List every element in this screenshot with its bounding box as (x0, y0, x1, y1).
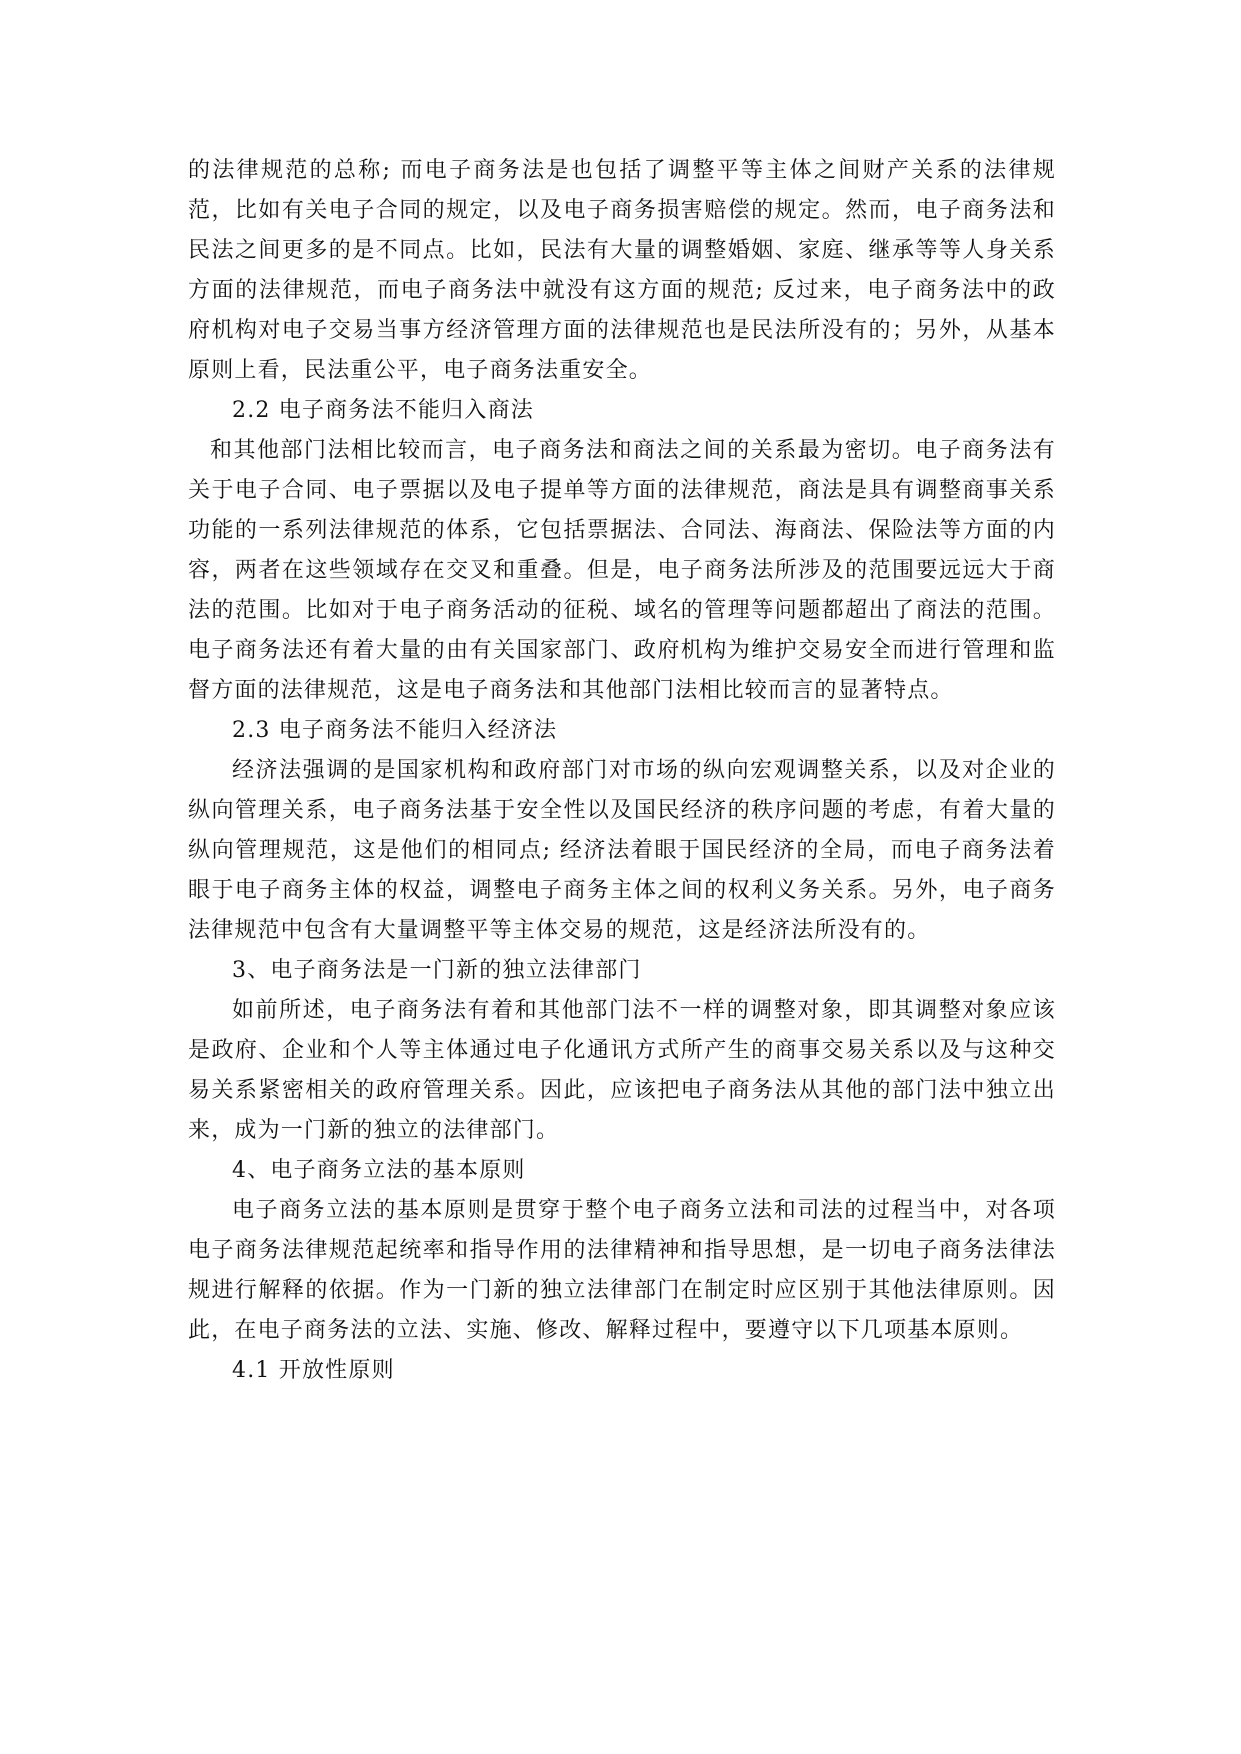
section-heading-2-3: 2.3 电子商务法不能归入经济法 (232, 718, 558, 743)
body-paragraph: 电子商务立法的基本原则是贯穿于整个电子商务立法和司法的过程当中，对各项电子商务法律规范起统率和指导作用的法律精神和指导思想，是一切电子商务法律法规进行解释的依据。作为一门新的独立法律部门在制定时应区别于其他法律原则。因此，在电子商务法的立法、实施、修改、解释过程中，要遵守以下几项基本原则。 (188, 1198, 1056, 1343)
section-heading-4: 4、电子商务立法的基本原则 (232, 1158, 526, 1183)
body-paragraph: 经济法强调的是国家机构和政府部门对市场的纵向宏观调整关系，以及对企业的纵向管理关系，电子商务法基于安全性以及国民经济的秩序问题的考虑，有着大量的纵向管理规范，这是他们的相同点; 经济法着眼于国民经济的全局，而电子商务法着眼于电子商务主体的权益，调整电子商务主体之间的权利义务关系。另外，电子商务法律规范中包含有大量调整平等主体交易的规范，这是经济法所没有的。 (188, 758, 1056, 943)
section-heading-2-2: 2.2 电子商务法不能归入商法 (232, 398, 534, 423)
body-paragraph: 和其他部门法相比较而言，电子商务法和商法之间的关系最为密切。电子商务法有关于电子合同、电子票据以及电子提单等方面的法律规范，商法是具有调整商事关系功能的一系列法律规范的体系，它包括票据法、合同法、海商法、保险法等方面的内容，两者在这些领域存在交叉和重叠。但是，电子商务法所涉及的范围要远远大于商法的范围。比如对于电子商务活动的征税、域名的管理等问题都超出了商法的范围。电子商务法还有着大量的由有关国家部门、政府机构为维护交易安全而进行管理和监督方面的法律规范，这是电子商务法和其他部门法相比较而言的显著特点。 (188, 438, 1056, 703)
body-paragraph: 的法律规范的总称; 而电子商务法是也包括了调整平等主体之间财产关系的法律规范，比如有关电子合同的规定，以及电子商务损害赔偿的规定。然而，电子商务法和民法之间更多的是不同点。比如，民法有大量的调整婚姻、家庭、继承等等人身关系方面的法律规范，而电子商务法中就没有这方面的规范; 反过来，电子商务法中的政府机构对电子交易当事方经济管理方面的法律规范也是民法所没有的；另外，从基本原则上看，民法重公平，电子商务法重安全。 (188, 158, 1056, 383)
document-body (188, 151, 1056, 1391)
section-heading-3: 3、电子商务法是一门新的独立法律部门 (232, 958, 642, 983)
body-paragraph: 如前所述，电子商务法有着和其他部门法不一样的调整对象，即其调整对象应该是政府、企业和个人等主体通过电子化通讯方式所产生的商事交易关系以及与这种交易关系紧密相关的政府管理关系。因此，应该把电子商务法从其他的部门法中独立出来，成为一门新的独立的法律部门。 (188, 998, 1056, 1143)
section-heading-4-1: 4.1 开放性原则 (232, 1358, 395, 1383)
